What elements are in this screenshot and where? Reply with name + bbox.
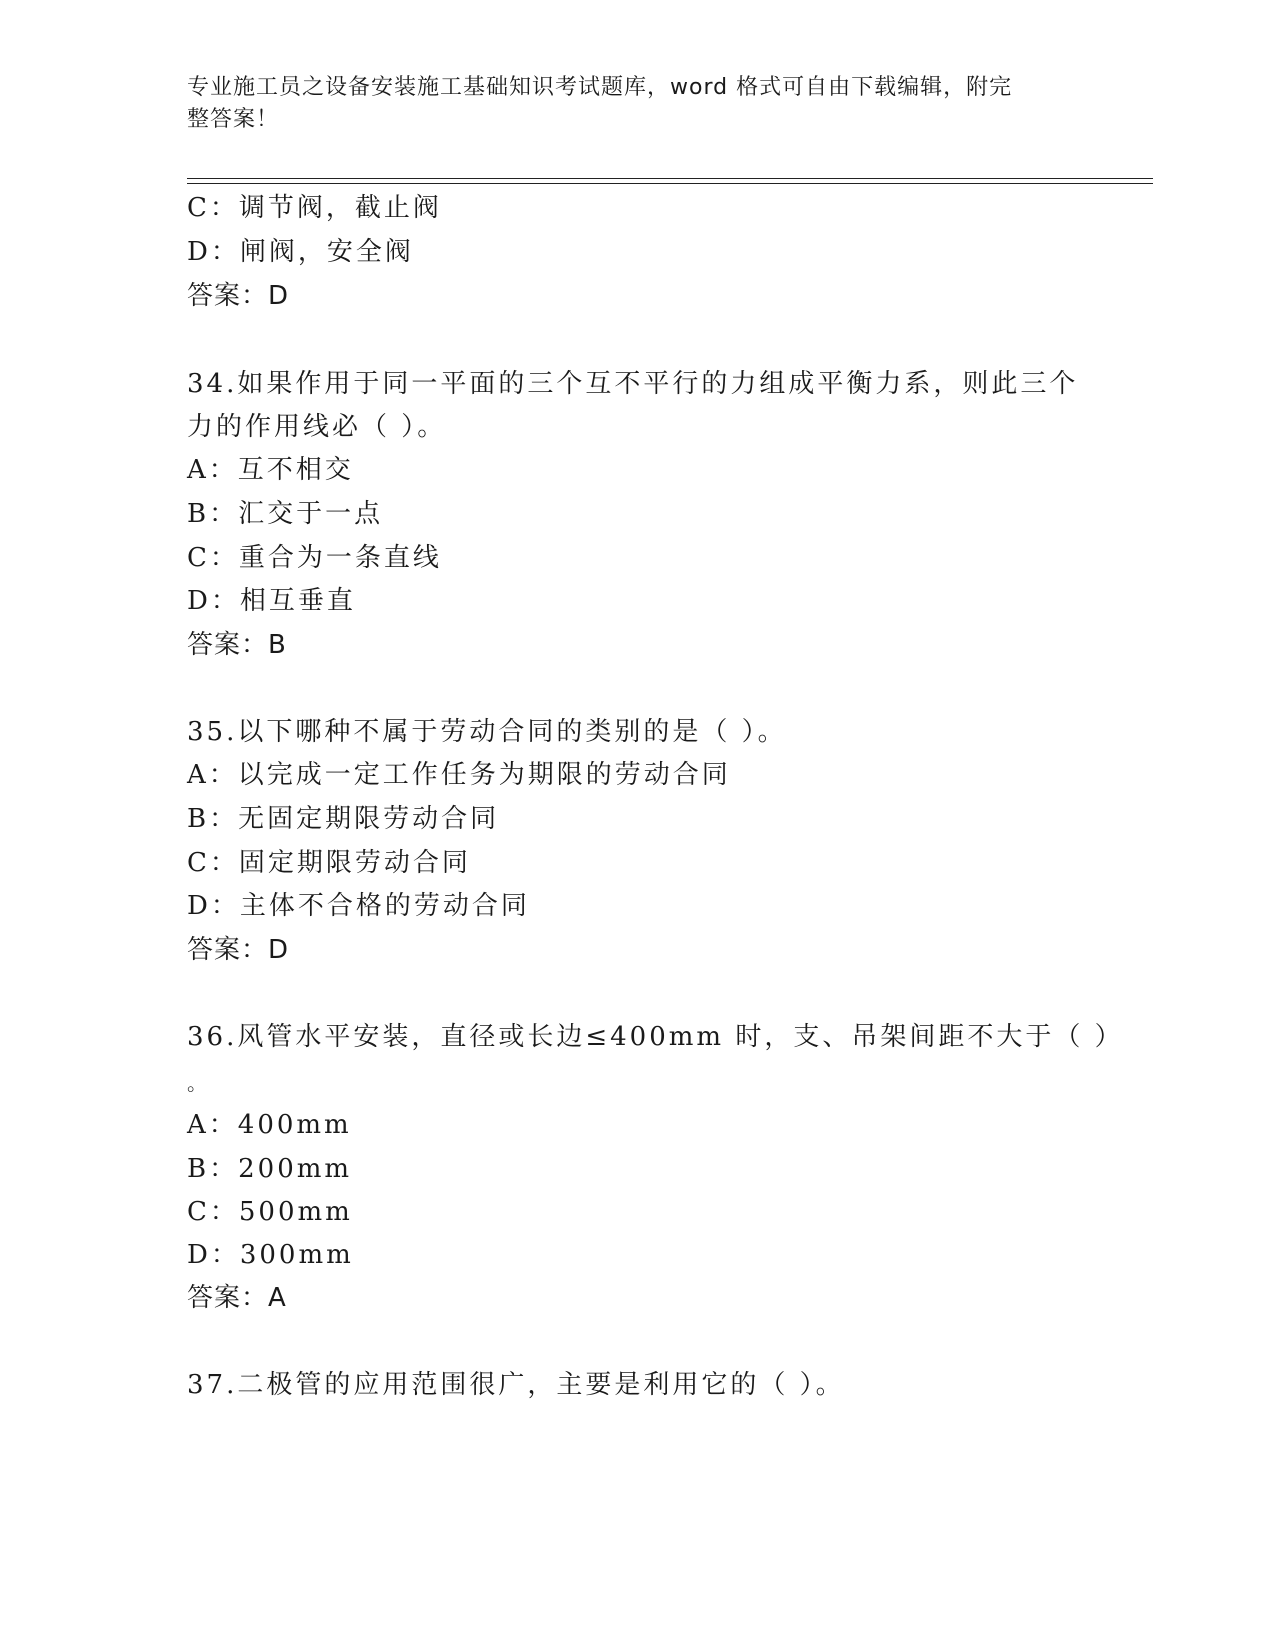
q34-option-c: C：重合为一条直线 bbox=[187, 543, 442, 573]
q36-option-b: B：200mm bbox=[187, 1154, 353, 1184]
q36-option-a: A：400mm bbox=[187, 1110, 352, 1140]
q34-stem-line-1: 34.如果作用于同一平面的三个互不平行的力组成平衡力系，则此三个 bbox=[187, 369, 1079, 399]
header-divider-bottom bbox=[187, 183, 1153, 184]
q36-option-d: D：300mm bbox=[187, 1240, 354, 1270]
q34-option-d: D：相互垂直 bbox=[187, 586, 356, 616]
q37-stem-line-1: 37.二极管的应用范围很广，主要是利用它的（ ）。 bbox=[187, 1370, 845, 1400]
header-divider-top bbox=[187, 178, 1153, 179]
q34-stem-line-2: 力的作用线必（ ）。 bbox=[187, 412, 447, 442]
q34-option-b: B：汇交于一点 bbox=[187, 499, 384, 529]
q36-option-c: C：500mm bbox=[187, 1197, 353, 1227]
q35-option-a: A：以完成一定工作任务为期限的劳动合同 bbox=[187, 760, 731, 790]
q35-option-c: C：固定期限劳动合同 bbox=[187, 848, 471, 878]
q35-stem-line-1: 35.以下哪种不属于劳动合同的类别的是（ ）。 bbox=[187, 717, 787, 747]
header-line-1: 专业施工员之设备安装施工基础知识考试题库，word 格式可自由下载编辑，附完 bbox=[187, 75, 1013, 100]
q33-option-d: D：闸阀，安全阀 bbox=[187, 237, 414, 267]
q35-answer: 答案：D bbox=[187, 935, 290, 965]
q36-stem-line-2: 。 bbox=[187, 1071, 210, 1095]
header-line-2: 整答案！ bbox=[187, 107, 280, 132]
q36-answer: 答案：A bbox=[187, 1283, 287, 1313]
q35-option-b: B：无固定期限劳动合同 bbox=[187, 804, 500, 834]
q33-answer: 答案：D bbox=[187, 281, 290, 311]
q34-option-a: A：互不相交 bbox=[187, 455, 354, 485]
q34-answer: 答案：B bbox=[187, 630, 287, 660]
q33-option-c: C：调节阀，截止阀 bbox=[187, 193, 442, 223]
document-header bbox=[187, 72, 1067, 136]
q35-option-d: D：主体不合格的劳动合同 bbox=[187, 891, 530, 921]
q36-stem-line-1: 36.风管水平安装，直径或长边≤400mm 时，支、吊架间距不大于（ ） bbox=[187, 1022, 1124, 1052]
